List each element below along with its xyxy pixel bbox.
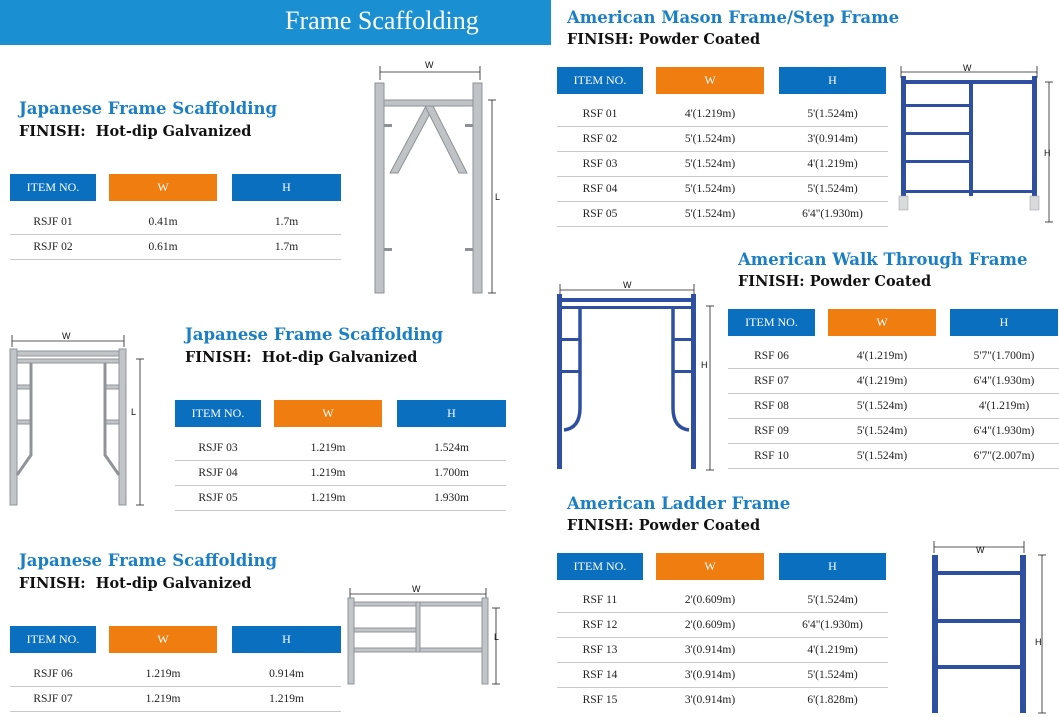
table-row — [557, 638, 888, 663]
finish-label: FINISH: — [19, 123, 86, 140]
cell-h: 1.7m — [274, 241, 299, 253]
cell-w: 3'(0.914m) — [684, 694, 736, 706]
cell-h: 5'(1.524m) — [807, 183, 858, 195]
cell-w: 1.219m — [310, 492, 346, 504]
cell-h: 3'(0.914m) — [807, 133, 858, 145]
walk-through-frame-diagram — [550, 278, 720, 473]
col-header-w: W — [656, 553, 764, 580]
table-row — [10, 687, 341, 712]
cell-h: 4'(1.219m) — [807, 158, 858, 170]
cell-w: 3'(0.914m) — [684, 644, 736, 656]
dim-height-label: L — [495, 192, 501, 202]
cell-item: RSJF 05 — [198, 492, 238, 504]
table-row — [557, 613, 888, 638]
cell-h: 6'4"(1.930m) — [973, 375, 1035, 387]
cell-h: 1.219m — [269, 693, 304, 705]
table-row — [728, 369, 1059, 394]
finish-line — [738, 273, 931, 290]
cell-w: 5'(1.524m) — [856, 425, 908, 437]
table-row — [175, 486, 506, 511]
table-row — [557, 202, 888, 227]
finish-label: FINISH: — [185, 349, 252, 366]
col-header-item: ITEM NO. — [728, 309, 815, 336]
cell-item: RSF 02 — [582, 133, 618, 145]
mason-step-frame-diagram — [895, 62, 1055, 227]
cell-h: 0.914m — [269, 668, 304, 680]
dim-width-label: W — [62, 331, 71, 341]
cell-item: RSF 13 — [582, 644, 618, 656]
cell-h: 1.524m — [434, 442, 469, 454]
col-header-w: W — [109, 626, 217, 653]
ladder-frame-diagram — [926, 535, 1056, 715]
cell-w: 5'(1.524m) — [684, 183, 736, 195]
cell-item: RSF 07 — [754, 375, 789, 387]
dim-height-label: H — [1044, 148, 1051, 158]
cell-item: RSF 15 — [582, 694, 618, 706]
table-row — [557, 177, 888, 202]
cell-h: 5'(1.524m) — [807, 108, 858, 120]
table-row — [557, 663, 888, 688]
cell-w: 5'(1.524m) — [856, 400, 908, 412]
dim-width-label: W — [425, 60, 434, 70]
page-title: Frame Scaffolding — [285, 6, 479, 35]
table-row — [728, 394, 1059, 419]
finish-value: Hot-dip Galvanized — [95, 575, 252, 592]
section-title: Japanese Frame Scaffolding — [19, 99, 278, 118]
japanese-frame-diagram — [4, 325, 154, 510]
col-header-item: ITEM NO. — [557, 67, 643, 94]
cell-item: RSF 01 — [582, 108, 618, 120]
finish-line — [19, 123, 251, 140]
cell-h: 6'4"(1.930m) — [802, 619, 863, 631]
cell-h: 6'(1.828m) — [807, 694, 858, 706]
cell-item: RSJF 02 — [33, 241, 73, 253]
spec-table — [10, 174, 341, 264]
dim-height-label: H — [1035, 637, 1042, 647]
table-row — [728, 344, 1059, 369]
cell-w: 0.41m — [148, 216, 178, 228]
dim-width-label: W — [976, 545, 985, 555]
finish-line — [19, 575, 251, 592]
cell-h: 1.700m — [434, 467, 469, 479]
finish-label: FINISH: — [19, 575, 86, 592]
table-row — [728, 444, 1059, 469]
cell-h: 6'7"(2.007m) — [973, 450, 1035, 462]
cell-item: RSF 14 — [582, 669, 618, 681]
cell-item: RSJF 07 — [33, 693, 73, 705]
col-header-w: W — [274, 400, 382, 427]
cell-item: RSF 05 — [582, 208, 618, 220]
section-title: Japanese Frame Scaffolding — [19, 551, 278, 570]
spec-table — [557, 67, 888, 232]
cell-h: 1.7m — [274, 216, 299, 228]
cell-w: 5'(1.524m) — [684, 133, 736, 145]
cell-w: 2'(0.609m) — [684, 619, 736, 631]
finish-value: Powder Coated — [638, 31, 761, 48]
cell-w: 5'(1.524m) — [856, 450, 908, 462]
table-row — [10, 662, 341, 687]
cell-h: 1.930m — [434, 492, 469, 504]
cell-item: RSJF 03 — [198, 442, 238, 454]
section-title: Japanese Frame Scaffolding — [185, 325, 444, 344]
cell-w: 5'(1.524m) — [684, 208, 736, 220]
cell-h: 6'4"(1.930m) — [802, 208, 863, 220]
finish-label: FINISH: — [738, 273, 805, 290]
col-header-h: H — [950, 309, 1058, 336]
section-title: American Walk Through Frame — [738, 250, 1028, 269]
cell-item: RSF 10 — [754, 450, 789, 462]
col-header-h: H — [232, 174, 341, 201]
cell-w: 4'(1.219m) — [856, 375, 908, 387]
cell-item: RSF 12 — [582, 619, 618, 631]
cell-h: 6'4"(1.930m) — [973, 425, 1035, 437]
cell-item: RSF 04 — [582, 183, 618, 195]
table-row — [728, 419, 1059, 444]
cell-w: 4'(1.219m) — [856, 350, 908, 362]
spec-table — [175, 400, 506, 515]
finish-value: Hot-dip Galvanized — [261, 349, 418, 366]
cell-h: 4'(1.219m) — [807, 644, 858, 656]
table-row — [557, 688, 888, 713]
cell-w: 1.219m — [145, 668, 181, 680]
cell-h: 5'(1.524m) — [807, 594, 858, 606]
finish-value: Powder Coated — [638, 517, 761, 534]
section-title: American Ladder Frame — [567, 494, 791, 513]
cell-h: 5'7"(1.700m) — [973, 350, 1035, 362]
dim-width-label: W — [623, 280, 632, 290]
cell-w: 4'(1.219m) — [684, 108, 736, 120]
col-header-h: H — [779, 553, 886, 580]
col-header-item: ITEM NO. — [557, 553, 643, 580]
cell-item: RSF 08 — [754, 400, 789, 412]
col-header-w: W — [828, 309, 936, 336]
cell-w: 1.219m — [310, 467, 346, 479]
cell-w: 0.61m — [148, 241, 178, 253]
col-header-w: W — [656, 67, 764, 94]
cell-w: 3'(0.914m) — [684, 669, 736, 681]
spec-table — [557, 553, 888, 717]
section-title: American Mason Frame/Step Frame — [567, 8, 900, 27]
finish-line — [567, 31, 760, 48]
col-header-item: ITEM NO. — [10, 174, 96, 201]
cell-item: RSJF 01 — [33, 216, 73, 228]
cell-item: RSJF 06 — [33, 668, 73, 680]
table-row — [557, 127, 888, 152]
finish-label: FINISH: — [567, 31, 634, 48]
cell-item: RSF 06 — [754, 350, 789, 362]
table-row — [175, 436, 506, 461]
dim-height-label: L — [494, 632, 500, 642]
cell-item: RSF 09 — [754, 425, 789, 437]
dim-height-label: L — [131, 407, 137, 417]
cell-w: 1.219m — [145, 693, 181, 705]
table-row — [557, 102, 888, 127]
table-row — [10, 235, 341, 260]
col-header-w: W — [109, 174, 217, 201]
finish-value: Hot-dip Galvanized — [95, 123, 252, 140]
col-header-item: ITEM NO. — [175, 400, 261, 427]
japanese-frame-diagram — [344, 582, 504, 687]
finish-line — [185, 349, 417, 366]
cell-h: 5'(1.524m) — [807, 669, 858, 681]
page-banner — [0, 0, 551, 45]
cell-w: 1.219m — [310, 442, 346, 454]
table-row — [557, 588, 888, 613]
finish-line — [567, 517, 760, 534]
cell-item: RSF 03 — [582, 158, 618, 170]
cell-w: 2'(0.609m) — [684, 594, 736, 606]
col-header-item: ITEM NO. — [10, 626, 96, 653]
cell-item: RSJF 04 — [198, 467, 238, 479]
table-row — [557, 152, 888, 177]
dim-height-label: H — [701, 360, 708, 370]
cell-w: 5'(1.524m) — [684, 158, 736, 170]
japanese-frame-diagram — [370, 58, 505, 298]
col-header-h: H — [397, 400, 506, 427]
cell-h: 4'(1.219m) — [978, 400, 1030, 412]
col-header-h: H — [232, 626, 341, 653]
finish-value: Powder Coated — [809, 273, 932, 290]
finish-label: FINISH: — [567, 517, 634, 534]
cell-item: RSF 11 — [582, 594, 618, 606]
spec-table — [10, 626, 341, 716]
col-header-h: H — [779, 67, 886, 94]
table-row — [175, 461, 506, 486]
dim-width-label: W — [412, 584, 421, 594]
spec-table — [728, 309, 1059, 474]
table-row — [10, 210, 341, 235]
dim-width-label: W — [963, 63, 972, 73]
